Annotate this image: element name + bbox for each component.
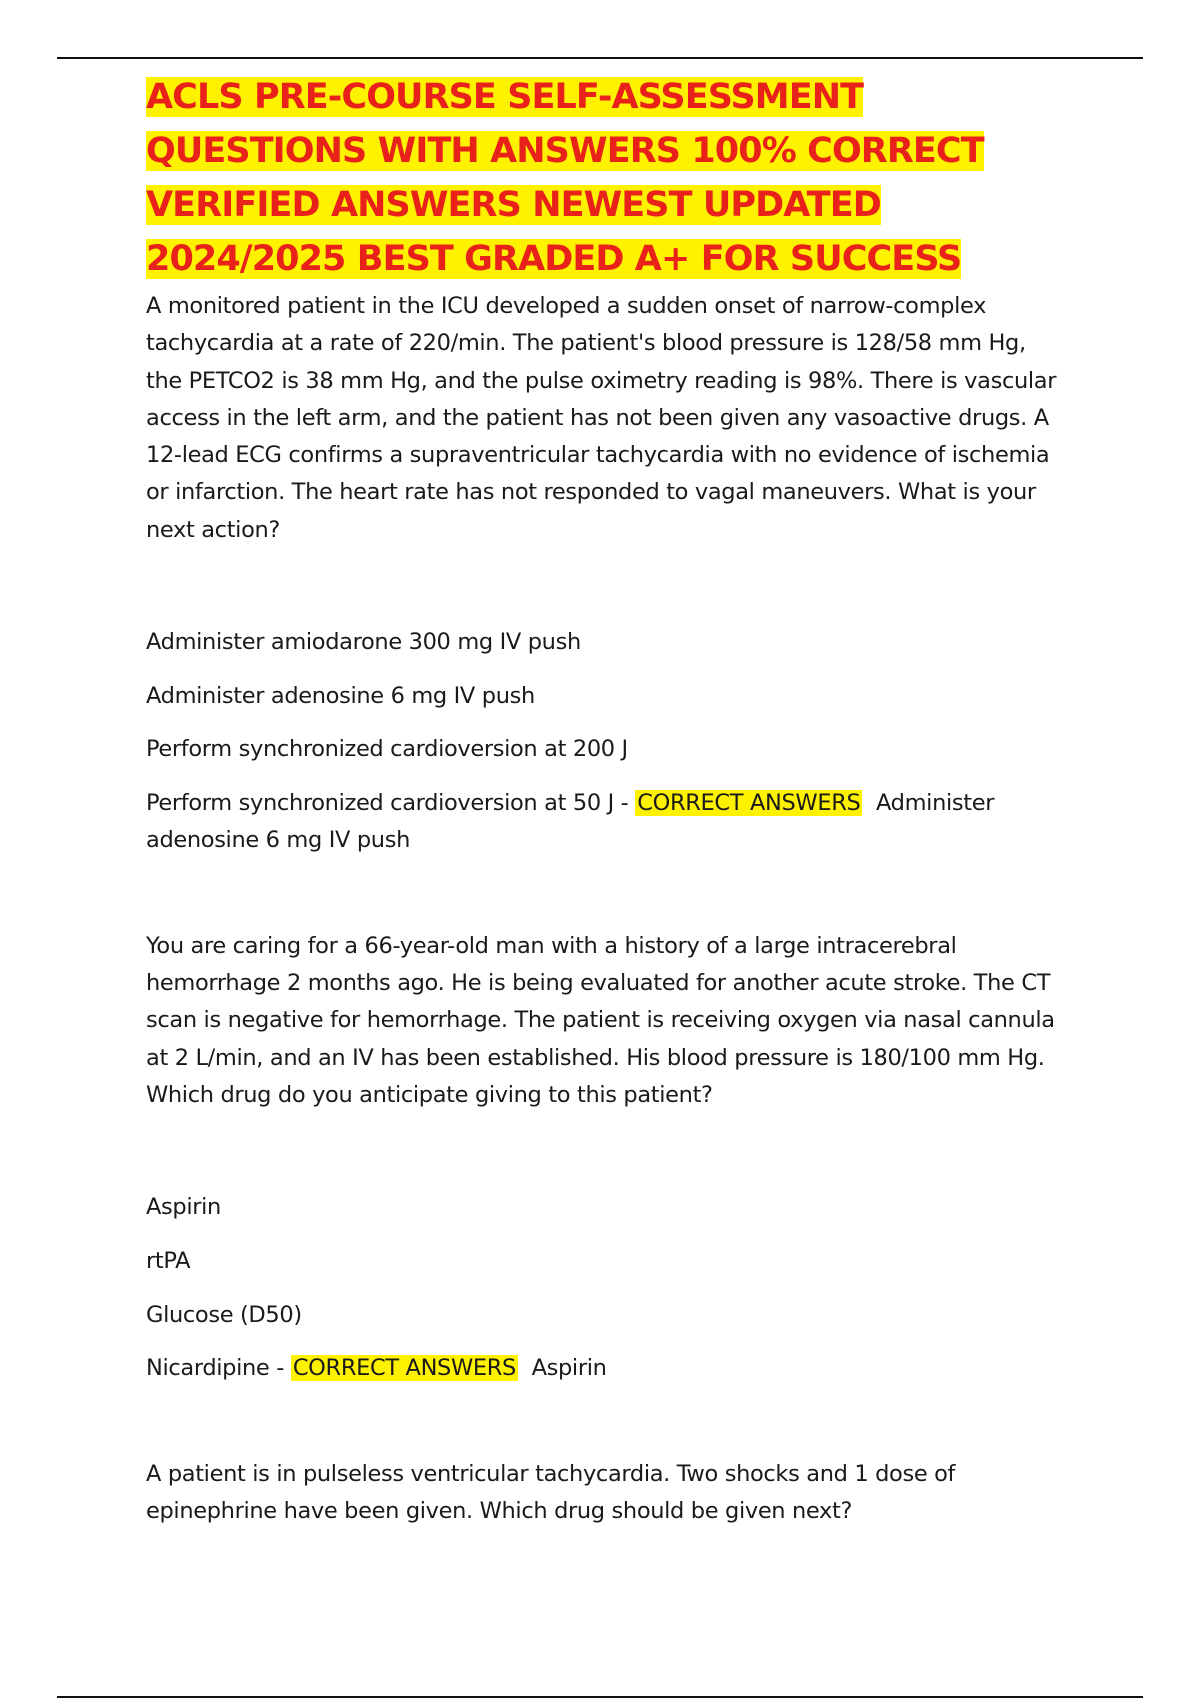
question-1-option-b: Administer adenosine 6 mg IV push	[146, 682, 535, 709]
question-2-option-c: Glucose (D50)	[146, 1301, 302, 1328]
top-rule	[57, 57, 1143, 59]
question-1-option-a: Administer amiodarone 300 mg IV push	[146, 629, 581, 656]
question-3-text: A patient is in pulseless ventricular tachycardia. Two shocks and 1 dose of epinephrine have been given. Which drug should be given next?	[146, 1461, 956, 1525]
question-1-option-d	[146, 785, 1058, 859]
question-2-option-d-text: Nicardipine -	[146, 1355, 284, 1382]
document-title	[146, 70, 1058, 286]
question-1-text: A monitored patient in the ICU developed a sudden onset of narrow-complex tachycardia at a rate of 220/min. The patient's blood pressure is 128/58 mm Hg, the PETCO2 is 38 mm Hg, and the pulse oximetry reading is 98%. There is vascular access in the left arm, and the patient has not been given any vasoactive drugs. A 12-lead ECG confirms a supraventricular tachycardia with no evidence of ischemia or infarction. The heart rate has not responded to vagal maneuvers. What is your next action?	[146, 293, 1057, 543]
title-highlight: ACLS PRE-COURSE SELF-ASSESSMENT QUESTIONS WITH ANSWERS 100% CORRECT VERIFIED ANSWERS NEWEST UPDATED 2024/2025 BEST GRADED A+ FOR SUCCESS	[146, 77, 984, 279]
question-2-option-d	[146, 1350, 1058, 1387]
question-1-options	[146, 624, 1058, 859]
question-1-correct-answers-label: CORRECT ANSWERS	[637, 789, 861, 816]
question-2-text: You are caring for a 66-year-old man with a history of a large intracerebral hemorrhage 2 months ago. He is being evaluated for another acute stroke. The CT scan is negative for hemorrhage. The patient is receiving oxygen via nasal cannula at 2 L/min, and an IV has been established. His blood pressure is 180/100 mm Hg. Which drug do you anticipate giving to this patient?	[146, 932, 1055, 1109]
question-2-options	[146, 1189, 1058, 1387]
question-2-answer: Aspirin	[531, 1355, 607, 1382]
question-1-option-d-text: Perform synchronized cardioversion at 50 J -	[146, 789, 629, 816]
question-2-option-b: rtPA	[146, 1247, 191, 1274]
question-2-correct-answers-label: CORRECT ANSWERS	[292, 1355, 516, 1382]
question-1-option-c: Perform synchronized cardioversion at 200 J	[146, 736, 628, 763]
document-body	[146, 70, 1058, 1531]
question-1-answer: Administer adenosine 6 mg IV push	[146, 789, 995, 853]
question-2-option-a: Aspirin	[146, 1194, 221, 1221]
bottom-rule	[57, 1696, 1143, 1698]
